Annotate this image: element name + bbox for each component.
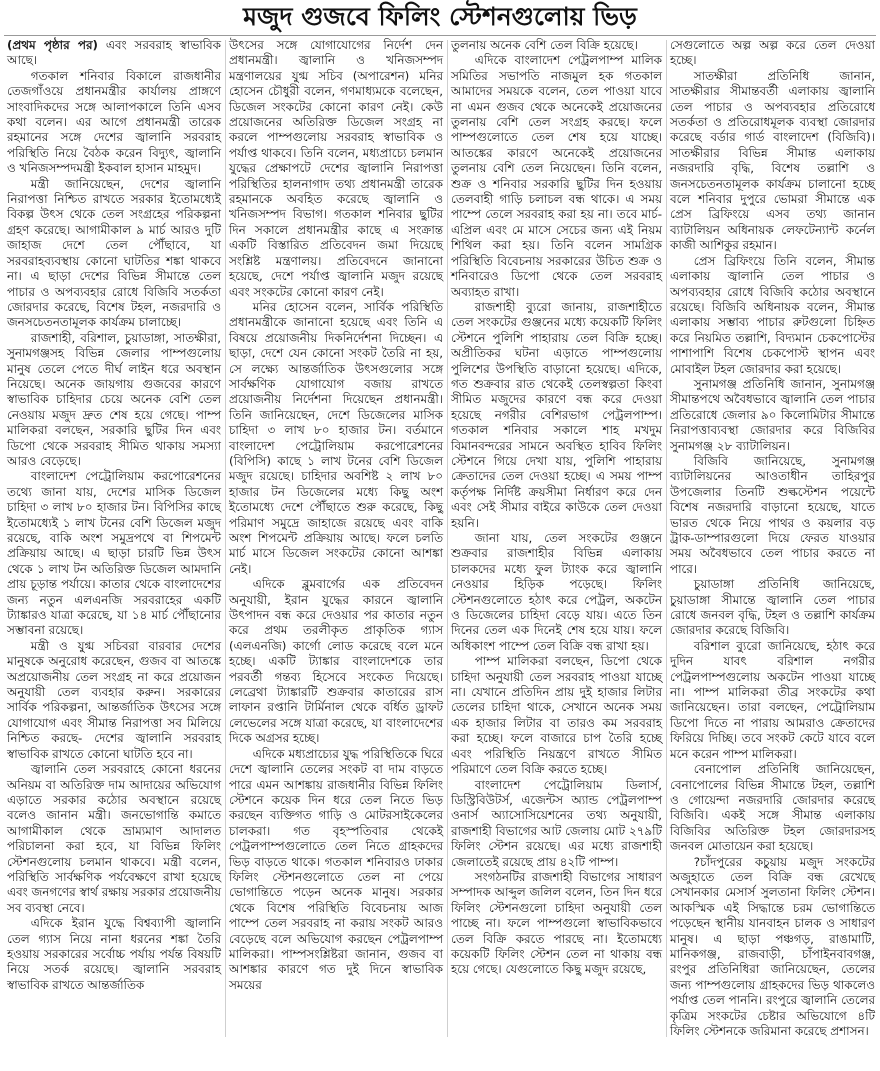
article-paragraph: গতকাল শনিবার বিকালে রাজধানীর তেজগাঁওয়ে প্রধানমন্ত্রীর কার্যালয় প্রাঙ্গণে সাংবাদিকদের সঙ্গে আলাপকালে তিনি এসব কথা বলেন। এর আগে প্রধানমন্ত্রী তারেক রহমানের সঙ্গে দেশের জ্বালানি সরবরাহ পরিস্থিতি নিয়ে বৈঠক করেন বিদ্যুৎ, জ্বালানি ও খনিজসম্পদমন্ত্রী ইকবাল হাসান মাহমুদ।	[7, 68, 221, 176]
article-paragraph: তুলনায় অনেক বেশি তেল বিক্রি হয়েছে।	[451, 38, 638, 52]
article-paragraph: পাম্প মালিকরা বলছেন, ডিপো থেকে চাহিদা অনুযায়ী তেল সরবরাহ পাওয়া যাচ্ছে না। যেখানে প্রতিদিন প্রায় দুই হাজার লিটার তেলের চাহিদা থাকে, সেখানে অনেক সময় এক হাজার লিটার বা তারও কম সরবরাহ করা হচ্ছে। ফলে বাজারে চাপ তৈরি হচ্ছে এবং পরিস্থিতি নিয়ন্ত্রণে রাখতে সীমিত পরিমাণে তেল বিক্রি করতে হচ্ছে।	[451, 654, 662, 777]
article-paragraph: সেগুলোতে অল্প অল্প করে তেল দেওয়া হচ্ছে।	[670, 38, 875, 68]
article-paragraph: মন্ত্রী জানিয়েছেন, দেশের জ্বালানি নিরাপত্তা নিশ্চিত রাখতে সরকার ইতোমধ্যেই বিকল্প উৎস থেকে তেল সংগ্রহের পরিকল্পনা গ্রহণ করেছে। আগামীকাল ৯ মার্চ আরও দুটি জাহাজ দেশে তেল পৌঁছাবে, যা সরবরাহব্যবস্থায় কোনো ঘাটতির শঙ্কা থাকবে না। এ ছাড়া দেশের বিভিন্ন সীমান্তে তেল পাচার ও অপব্যবহার রোধে বিজিবি সতর্কতা জোরদার করেছে, বিশেষ টহল, নজরদারি ও জনসচেতনতামূলক কার্যক্রম চালাচ্ছে।	[7, 176, 221, 330]
article-paragraph: চুয়াডাঙ্গা প্রতিনিধি জানিয়েছে, চুয়াডাঙ্গা সীমান্তে জ্বালানি তেল পাচার রোধে জনবল বৃদ্ধি, টহল ও তল্লাশি কার্যক্রম জোরদার করেছে বিজিবি।	[670, 577, 875, 638]
column-divider	[225, 40, 226, 1037]
article-paragraph: সুনামগঞ্জ প্রতিনিধি জানান, সুনামগঞ্জ সীমান্তপথে অবৈধভাবে জ্বালানি তেল পাচার প্রতিরোধে জেলার ৯০ কিলোমিটার সীমান্তে নিরাপত্তাব্যবস্থা জোরদার করে বিজিবির সুনামগঞ্জ ২৮ ব্যাটালিয়ন।	[670, 376, 875, 453]
article-paragraph: বরিশাল ব্যুরো জানিয়েছে, হঠাৎ করে দুদিন যাবৎ বরিশাল নগরীর পেট্রলপাম্পগুলোয় অকটেন পাওয়া যাচ্ছে না। পাম্প মালিকরা তীব্র সংকটের কথা জানিয়েছেন। তারা বলছেন, পেট্রোলিয়াম ডিপো দিতে না পারায় আমরাও ক্রেতাদের ফিরিয়ে দিচ্ছি। তবে সংকট কেটে যাবে বলে মনে করেন পাম্প মালিকরা।	[670, 638, 875, 761]
article-paragraph: বিজিবি জানিয়েছে, সুনামগঞ্জ ব্যাটালিয়নের আওতাধীন তাহিরপুর উপজেলার তিনটি শুল্কস্টেশন পয়েন্টে বিশেষ নজরদারি বাড়ানো হয়েছে, যাতে ভারত থেকে নিয়ে পাথর ও কয়লার বড় ট্রাক-ডাম্পারগুলো দিয়ে ফেরত যাওয়ার সময় অবৈধভাবে তেল পাচার করতে না পারে।	[670, 453, 875, 576]
article-paragraph: জানা যায়, তেল সংকটের গুঞ্জনে শুক্রবার রাজশাহীর বিভিন্ন এলাকায় চালকদের মধ্যে ফুল ট্যাংক করে জ্বালানি নেওয়ার হিড়িক পড়েছে। ফিলিং স্টেশনগুলোতে হঠাৎ করে পেট্রল, অকটেন ও ডিজেলের চাহিদা বেড়ে যায়। এতে তিন দিনের তেল এক দিনেই শেষ হয়ে যায়। ফলে অধিকাংশ পাম্পে তেল বিক্রি বন্ধ রাখা হয়।	[451, 531, 662, 653]
article-paragraph: সংগঠনটির রাজশাহী বিভাগের সাধারণ সম্পাদক আব্দুল জলিল বলেন, তিন দিন ধরে ফিলিং স্টেশনগুলো চাহিদা অনুযায়ী তেল পাচ্ছে না। ফলে পাম্পগুলো স্বাভাবিকভাবে তেল বিক্রি করতে পারছে না। ইতোমধ্যে কয়েকটি ফিলিং স্টেশন তেল না থাকায় বন্ধ হয়ে গেছে। যেগুলোতে কিছু মজুদ রয়েছে,	[451, 869, 662, 977]
paragraph-text: এবং সরবরাহ স্বাভাবিক আছে।	[7, 38, 221, 68]
article-paragraph: মন্ত্রী ও যুগ্ম সচিবরা বারবার দেশের মানুষকে অনুরোধ করেছেন, গুজব বা আতঙ্কে অপ্রয়োজনীয় তেল সংগ্রহ না করে প্রয়োজন অনুযায়ী তেল ব্যবহার করুন। সরকারের সার্বিক পরিকল্পনা, আন্তর্জাতিক উৎসের সঙ্গে যোগাযোগ এবং সীমান্ত নিরাপত্তা সব মিলিয়ে নিশ্চিত করছে- দেশের জ্বালানি সরবরাহ স্বাভাবিক রাখতে কোনো ঘাটতি হবে না।	[7, 638, 221, 761]
article-body	[0, 36, 880, 1039]
column-divider	[447, 40, 448, 1037]
article-paragraph: এদিকে বাংলাদেশ পেট্রলপাম্প মালিক সমিতির সভাপতি নাজমুল হক গতকাল আমাদের সময়কে বলেন, তেল পাওয়া যাবে না এমন গুজব থেকে অনেকেই প্রয়োজনের তুলনায় বেশি তেল সংগ্রহ করছে। ফলে পাম্পগুলোতে তেল শেষ হয়ে যাচ্ছে। আতঙ্কের কারণে অনেকেই প্রয়োজনের তুলনায় বেশি তেল নিয়েছেন। তিনি বলেন, শুক্র ও শনিবার সরকারি ছুটির দিন হওয়ায় তেলবাহী গাড়ি চলাচল বন্ধ থাকে। এ সময় পাম্পে তেলে সরবরাহ করা হয় না। তবে মার্চ-এপ্রিল এবং মে মাসে সেচের জন্য এই নিয়ম শিথিল করা হয়। তিনি বলেন সামগ্রিক পরিস্থিতি বিবেচনায় সরকারের উচিত শুক্র ও শনিবারেও ডিপো থেকে তেল সরবরাহ অব্যাহত রাখা।	[451, 53, 662, 299]
article-column-3	[451, 38, 662, 1039]
article-paragraph: সাতক্ষীরা প্রতিনিধি জানান, সাতক্ষীরার সীমান্তবর্তী এলাকায় জ্বালানি তেল পাচার ও অপব্যবহার প্রতিরোধে সতর্কতা ও প্রতিরোধমূলক ব্যবস্থা জোরদার করেছে বর্ডার গার্ড বাংলাদেশ (বিজিবি)। সাতক্ষীরার বিভিন্ন সীমান্ত এলাকায় নজরদারি বৃদ্ধি, বিশেষ তল্লাশি ও জনসচেতনতামূলক কার্যক্রম চালানো হচ্ছে বলে শনিবার দুপুরে ভোমরা সীমান্তে এক প্রেস ব্রিফিংয়ে এসব তথ্য জানান ব্যাটালিয়ন অধিনায়ক লেফটেন্যান্ট কর্নেল কাজী আশিকুর রহমান।	[670, 68, 875, 253]
article-paragraph: এদিকে ব্লুমবার্গের এক প্রতিবেদন অনুযায়ী, ইরান যুদ্ধের কারনে জ্বালানি উৎপাদন বন্ধ করে দেওয়ার পর কাতার নতুন করে প্রথম তরলীকৃত প্রাকৃতিক গ্যাস (এলএনজি) কার্গো লোড করেছে বলে মনে হচ্ছে। একটি ট্যাঙ্কার বাংলাদেশকে তার পরবর্তী গন্তব্য হিসেবে সংকেত দিয়েছে। লেব্রেথা ট্যাঙ্কারটি শুক্রবার কাতারের রাস লাফান রপ্তানি টার্মিনাল থেকে বর্ধিত ড্রাফট লেভেলের সঙ্গে যাত্রা করেছে, যা বাংলাদেশের দিকে অগ্রসর হচ্ছে।	[229, 577, 443, 746]
column-divider	[666, 40, 667, 1037]
article-paragraph: রাজশাহী, বরিশাল, চুয়াডাঙ্গা, সাতক্ষীরা, সুনামগঞ্জসহ বিভিন্ন জেলার পাম্পগুলোয় মানুষ তেলে পেতে দীর্ঘ লাইন ধরে অবস্থান নিয়েছে। অনেক জায়গায় গুজবের কারণে স্বাভাবিক চাহিদার চেয়ে অনেক বেশি তেল নেওয়ায় মজুদ দ্রুত শেষ হয়ে গেছে। পাম্প মালিকরা বলছেন, সরকারি ছুটির দিন এবং ডিপো থেকে সরবরাহ সীমিত থাকায় সমস্যা আরও বেড়েছে।	[7, 330, 221, 468]
article-paragraph	[7, 38, 221, 69]
continued-from-front-page-label: (প্রথম পৃষ্ঠার পর)	[7, 38, 98, 52]
article-headline: মজুদ গুজবে ফিলিং স্টেশনগুলোয় ভিড়	[243, 2, 637, 31]
article-paragraph: এদিকে মধ্যপ্রাচ্যের যুদ্ধ পরিস্থিতিকে ঘিরে দেশে জ্বালানি তেলের সংকট বা দাম বাড়তে পারে এমন আশঙ্কায় রাজধানীর বিভিন্ন ফিলিং স্টেশনে কয়েক দিন ধরে তেল নিতে ভিড় করছেন ব্যক্তিগত গাড়ি ও মোটরসাইকেলের চালকরা। গত বৃহস্পতিবার থেকেই পেট্রলপাম্পগুলোতে তেল নিতে গ্রাহকদের ভিড় বাড়তে থাকে। গতকাল শনিবারও ঢাকার ফিলিং স্টেশনগুলোতে তেল না পেয়ে ভোগান্তিতে পড়েন অনেক মানুষ। সরকার থেকে বিশেষ পরিস্থিতি বিবেচনায় আজ পাম্পে তেল সরবরাহ না করায় সংকট আরও বেড়েছে বলে অভিযোগ করছেন পেট্রলপাম্প মালিকরা। পাম্পসংশ্লিষ্টরা জানান, গুজব বা আশঙ্কার কারণে গত দুই দিনে স্বাভাবিক সময়ের	[229, 746, 443, 992]
article-paragraph: মনির হোসেন বলেন, সার্বিক পরিস্থিতি প্রধানমন্ত্রীকে জানানো হয়েছে এবং তিনি এ বিষয়ে প্রয়োজনীয় দিকনির্দেশনা দিচ্ছেন। এ ছাড়া, দেশে যেন কোনো সংকট তৈরি না হয়, সে লক্ষ্যে আন্তর্জাতিক উৎসগুলোর সঙ্গে সার্বক্ষণিক যোগাযোগ বজায় রাখতে প্রয়োজনীয় নির্দেশনা দিয়েছেন প্রধানমন্ত্রী। তিনি জানিয়েছেন, দেশে ডিজেলের মাসিক চাহিদা ৩ লাখ ৮০ হাজার টন। বর্তমানে বাংলাদেশ পেট্রোলিয়াম করপোরেশনের (বিপিসি) কাছে ১ লাখ টনের বেশি ডিজেল মজুদ রয়েছে। চাহিদার অবশিষ্ট ২ লাখ ৮০ হাজার টন ডিজেলের মধ্যে কিছু অংশ ইতোমধ্যে দেশে পৌঁছাতে শুরু করেছে, কিছু পরিমাণ সমুদ্রে জাহাজে রয়েছে এবং বাকি অংশ শিপমেন্ট প্রক্রিয়ায় আছে। ফলে চলতি মার্চ মাসে ডিজেল সংকটের কোনো আশঙ্কা নেই।	[229, 299, 443, 576]
article-column-4	[670, 38, 875, 1039]
article-paragraph: রাজশাহী ব্যুরো জানায়, রাজশাহীতে তেল সংকটের গুঞ্জনের মধ্যে কয়েকটি ফিলিং স্টেশনে পুলিশি পাহারায় তেল বিক্রি হচ্ছে। অপ্রীতিকর ঘটনা এড়াতে পাম্পগুলোয় পুলিশের উপস্থিতি বাড়ানো হয়েছে। এদিকে, গত শুক্রবার রাত থেকেই তেলস্বল্পতা কিংবা সীমিত মজুদের কারণে বন্ধ করে দেওয়া হয়েছে নগরীর বেশিরভাগ পেট্রলপাম্প। গতকাল শনিবার সকালে শাহ মখদুম বিমানবন্দরের সামনে অবস্থিত হাবিব ফিলিং স্টেশনে গিয়ে দেখা যায়, পুলিশি পাহারায় ক্রেতাদের তেল দেওয়া হচ্ছে। এ সময় পাম্প কর্তৃপক্ষ নির্দিষ্ট ক্রয়সীমা নির্ধারণ করে দেন এবং সেই সীমার বাইরে কাউকে তেল দেওয়া হয়নি।	[451, 299, 662, 530]
article-paragraph: বাংলাদেশ পেট্রোলিয়াম করপোরেশনের তথ্যে জানা যায়, দেশের মাসিক ডিজেল চাহিদা ৩ লাখ ৮০ হাজার টন। বিপিসির কাছে ইতোমধ্যেই ১ লাখ টনের বেশি ডিজেল মজুদ রয়েছে, বাকি অংশ সমুদ্রপথে বা শিপমেন্ট প্রক্রিয়ায় আছে। এ ছাড়া চারটি ভিন্ন উৎস থেকে ১ লাখ টন অতিরিক্ত ডিজেল আমদানি প্রায় চূড়ান্ত পর্যায়ে। কাতার থেকে বাংলাদেশের জন্য নতুন এলএনজি সরবরাহের একটি ট্যাঙ্কারও যাত্রা করেছে, যা ১৪ মার্চ পৌঁছানোর সম্ভাবনা রয়েছে।	[7, 469, 221, 638]
article-paragraph: প্রেস ব্রিফিংয়ে তিনি বলেন, সীমান্ত এলাকায় জ্বালানি তেল পাচার ও অপব্যবহার রোধে বিজিবি কঠোর অবস্থানে রয়েছে। বিজিবি অধিনায়ক বলেন, সীমান্ত এলাকায় সম্ভাব্য পাচার রুটগুলো চিহ্নিত করে নিয়মিত তল্লাশি, বিদ্যমান চেকপোস্টের পাশাপাশি বিশেষ চেকপোস্ট স্থাপন এবং মোবাইল টহল জোরদার করা হয়েছে।	[670, 253, 875, 376]
article-paragraph: জ্বালানি তেল সরবরাহে কোনো ধরনের অনিয়ম বা অতিরিক্ত দাম আদায়ের অভিযোগ এড়াতে সরকার কঠোর অবস্থানে রয়েছে বলেও জানান মন্ত্রী। জনভোগান্তি কমাতে আগামীকাল থেকে ভ্রাম্যমাণ আদালত পরিচালনা করা হবে, যা বিভিন্ন ফিলিং স্টেশনগুলোয় চলমান থাকবে। মন্ত্রী বলেন, পরিস্থিতি সার্বক্ষণিক পর্যবেক্ষণে রাখা হয়েছে এবং জনগণের স্বার্থ রক্ষায় সরকার প্রয়োজনীয় সব ব্যবস্থা নেবে।	[7, 762, 221, 915]
article-paragraph: বাংলাদেশ পেট্রোলিয়াম ডিলার্স, ডিস্ট্রিবিউটর্স, এজেন্টস অ্যান্ড পেট্রলপাম্প ওনার্স অ্যাসোসিয়েশনের তথ্য অনুযায়ী, রাজশাহী বিভাগের আট জেলায় মোট ২৭৯টি ফিলিং স্টেশন রয়েছে। এর মধ্যে রাজশাহী জেলাতেই রয়েছে প্রায় ৪২টি পাম্প।	[451, 777, 662, 869]
article-column-2	[229, 38, 443, 1039]
article-paragraph: উৎসের সঙ্গে যোগাযোগের নির্দেশ দেন প্রধানমন্ত্রী। জ্বালানি ও খনিজসম্পদ মন্ত্রণালয়ের যুগ্ম সচিব (অপারেশন) মনির হোসেন চৌধুরী বলেন, গণমাধ্যমকে বলেছেন, ডিজেল সংকটের কোনো কারণ নেই। কেউ প্রয়োজনের অতিরিক্ত ডিজেল সংগ্রহ না করলে পাম্পগুলোয় সরবরাহ স্বাভাবিক ও পর্যাপ্ত থাকবে। তিনি বলেন, মধ্যপ্রাচ্যে চলমান যুদ্ধের প্রেক্ষাপটে দেশের জ্বালানি নিরাপত্তা পরিস্থিতির হালনাগাদ তথ্য প্রধানমন্ত্রী তারেক রহমানকে অবহিত করেছে জ্বালানি ও খনিজসম্পদ বিভাগ। গতকাল শনিবার ছুটির দিন সকালে প্রধানমন্ত্রীর কাছে এ সংক্রান্ত একটি বিস্তারিত প্রতিবেদন জমা দিয়েছে সংশ্লিষ্ট মন্ত্রণালয়। প্রতিবেদনে জানানো হয়েছে, দেশে পর্যাপ্ত জ্বালানি মজুদ রয়েছে এবং সংকটের কোনো কারণ নেই।	[229, 38, 443, 299]
article-column-1	[7, 38, 221, 1039]
article-paragraph: এদিকে ইরান যুদ্ধে বিশ্বব্যাপী জ্বালানি তেল গ্যাস নিয়ে নানা ধরনের শঙ্কা তৈরি হওয়ায় সরকারের সর্বোচ্চ পর্যায় পর্যন্ত বিষয়টি নিয়ে সতর্ক রয়েছে। জ্বালানি সরবরাহ স্বাভাবিক রাখতে আন্তর্জাতিক	[7, 916, 221, 992]
article-paragraph: ?চাঁদপুরের কচুয়ায় মজুদ সংকটের অজুহাতে তেল বিক্রি বন্ধ রেখেছে সেখানকার মেসার্স সুলতানা ফিলিং স্টেশন। আকস্মিক এই সিদ্ধান্তে চরম ভোগান্তিতে পড়েছেন স্থানীয় যানবাহন চালক ও সাধারণ মানুষ। এ ছাড়া পঞ্চগড়, রাঙামাটি, মানিকগঞ্জ, রাজবাড়ী, চাঁপাইনবাবগঞ্জ, রংপুর প্রতিনিধিরা জানিয়েছেন, তেলের জন্য পাম্পগুলোয় গ্রাহকদের ভিড় থাকলেও পর্যাপ্ত তেল পাননি। রংপুরে জ্বালানি তেলের কৃত্রিম সংকটের চেষ্টার অভিযোগে ৪টি ফিলিং স্টেশনকে জরিমানা করেছে প্রশাসন।	[670, 854, 875, 1038]
article-paragraph: বেনাপোল প্রতিনিধি জানিয়েছেন, বেনাপোলের বিভিন্ন সীমান্তে টহল, তল্লাশি ও গোয়েন্দা নজরদারি জোরদার করেছে বিজিবি। একই সঙ্গে সীমান্ত এলাকায় বিজিবির অতিরিক্ত টহল জোরদারসহ জনবল মোতায়েন করা হয়েছে।	[670, 762, 875, 854]
